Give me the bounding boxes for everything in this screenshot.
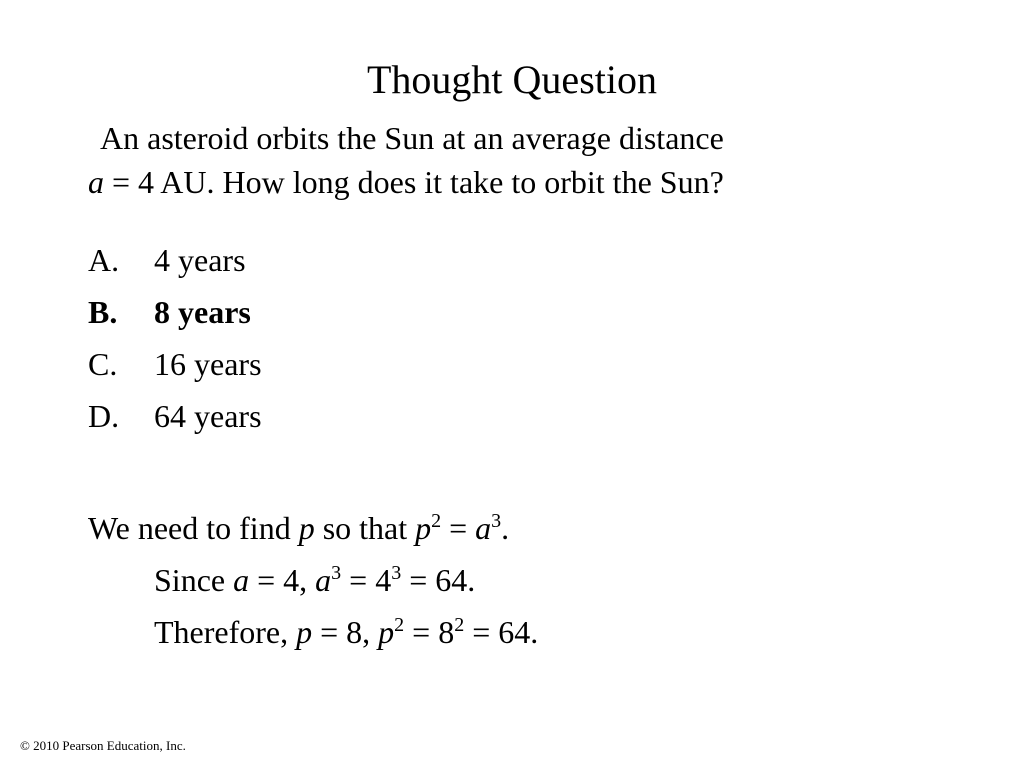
variable-a: a: [88, 164, 104, 200]
explanation-line-1: [88, 502, 538, 554]
text-run: = 64.: [464, 614, 539, 650]
variable-a: a: [475, 510, 492, 546]
exponent: 3: [491, 510, 502, 532]
slide-title: Thought Question: [367, 57, 657, 102]
text-run: Therefore,: [154, 614, 297, 650]
answer-list: [88, 234, 262, 442]
answer-text: 4 years: [154, 242, 246, 278]
text-run: = 4,: [249, 562, 316, 598]
variable-p: p: [296, 614, 313, 650]
variable-p: p: [415, 510, 432, 546]
text-run: We need to find: [88, 510, 299, 546]
text-run: .: [501, 510, 510, 546]
text-run: = 64.: [401, 562, 476, 598]
question-line-1: An asteroid orbits the Sun at an average distance: [100, 120, 724, 156]
question-line-2-rest: = 4 AU. How long does it take to orbit the Sun?: [104, 164, 724, 200]
answer-text: 64 years: [154, 398, 262, 434]
explanation: [88, 502, 538, 658]
answer-option-b: [88, 286, 262, 338]
variable-p: p: [298, 510, 315, 546]
question-text: [88, 116, 888, 204]
text-run: = 4: [341, 562, 392, 598]
variable-a: a: [315, 562, 332, 598]
answer-letter: D.: [88, 398, 120, 434]
text-run: =: [441, 510, 476, 546]
copyright-notice: © 2010 Pearson Education, Inc.: [20, 738, 186, 753]
answer-letter: B.: [88, 294, 118, 330]
explanation-line-3: [88, 606, 538, 658]
answer-text: 16 years: [154, 346, 262, 382]
text-run: so that: [314, 510, 416, 546]
answer-option-a: [88, 234, 262, 286]
exponent: 3: [331, 562, 342, 584]
exponent: 2: [454, 614, 465, 636]
text-run: Since: [154, 562, 234, 598]
answer-option-c: [88, 338, 262, 390]
exponent: 2: [394, 614, 405, 636]
answer-text: 8 years: [154, 294, 251, 330]
answer-letter: C.: [88, 346, 118, 382]
text-run: = 8,: [312, 614, 379, 650]
explanation-line-2: [88, 554, 538, 606]
text-run: = 8: [404, 614, 455, 650]
question-line-2: [88, 160, 888, 204]
variable-p: p: [378, 614, 395, 650]
answer-letter: A.: [88, 242, 120, 278]
exponent: 3: [391, 562, 402, 584]
answer-option-d: [88, 390, 262, 442]
variable-a: a: [233, 562, 250, 598]
exponent: 2: [431, 510, 442, 532]
